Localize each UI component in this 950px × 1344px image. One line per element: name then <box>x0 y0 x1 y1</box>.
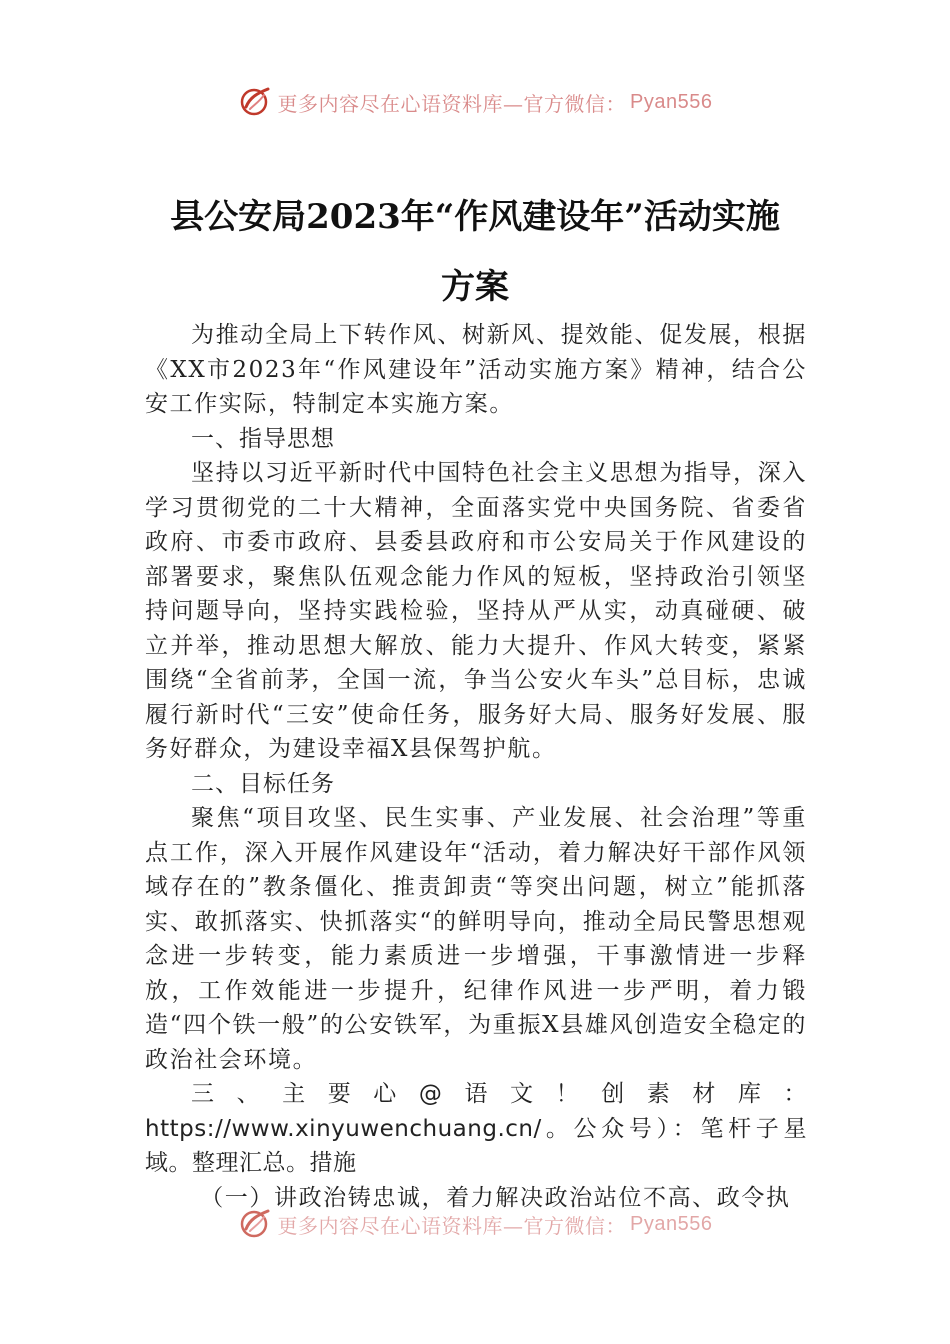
brush-logo-icon <box>238 85 272 119</box>
section-1-heading: 一、指导思想 <box>191 425 335 452</box>
watermark-footer <box>0 1204 950 1244</box>
watermark-id: Pyan556 <box>630 90 713 113</box>
watermark-text: 更多内容尽在心语资料库—官方微信： <box>277 1213 627 1238</box>
brush-logo-icon <box>238 1207 272 1241</box>
title-line-2: 方案 <box>441 267 509 307</box>
intro-paragraph: 为推动全局上下转作风、树新风、提效能、促发展，根据《XX市2023年“作风建设年”活动实施方案》精神，结合公安工作实际，特制定本实施方案。 <box>145 322 807 417</box>
watermark-id: Pyan556 <box>630 1212 713 1235</box>
document-title <box>130 182 820 322</box>
watermark-header <box>0 82 950 122</box>
section-2-paragraph: 聚焦“项目攻坚、民生实事、产业发展、社会治理”等重点工作，深入开展作风建设年“活动，着力解决好干部作风领域存在的”教条僵化、推责卸责“等突出问题，树立”能抓落实、敢抓落实、快抓落实“的鲜明导向，推动全局民警思想观念进一步转变，能力素质进一步增强，干事激情进一步释放，工作效能进一步提升，纪律作风进一步严明，着力锻造“四个铁一般”的公安铁军，为重振X县雄风创造安全稳定的政治社会环境。 <box>145 805 807 1073</box>
section-3-heading: 三、主要心@语文！创素材库：https://www.xinyuwenchuang.cn/。公众号）：笔杆子星域。整理汇总。措施 <box>145 1081 807 1176</box>
section-3-subheading-1: （一）讲政治铸忠诚，着力解决政治站位不高、政令执 <box>200 1184 791 1211</box>
title-line-1: 县公安局2023年“作风建设年”活动实施 <box>170 197 780 237</box>
watermark-text: 更多内容尽在心语资料库—官方微信： <box>277 91 627 116</box>
section-2-heading: 二、目标任务 <box>191 770 335 797</box>
section-1-paragraph: 坚持以习近平新时代中国特色社会主义思想为指导，深入学习贯彻党的二十大精神，全面落实党中央国务院、省委省政府、市委市政府、县委县政府和市公安局关于作风建设的部署要求，聚焦队伍观念能力作风的短板，坚持政治引领坚持问题导向，坚持实践检验，坚持从严从实，动真碰硬、破立并举，推动思想大解放、能力大提升、作风大转变，紧紧围绕“全省前茅，全国一流，争当公安火车头”总目标，忠诚履行新时代“三安”使命任务，服务好大局、服务好发展、服务好群众，为建设幸福X县保驾护航。 <box>145 460 807 762</box>
document-body <box>145 318 807 1215</box>
